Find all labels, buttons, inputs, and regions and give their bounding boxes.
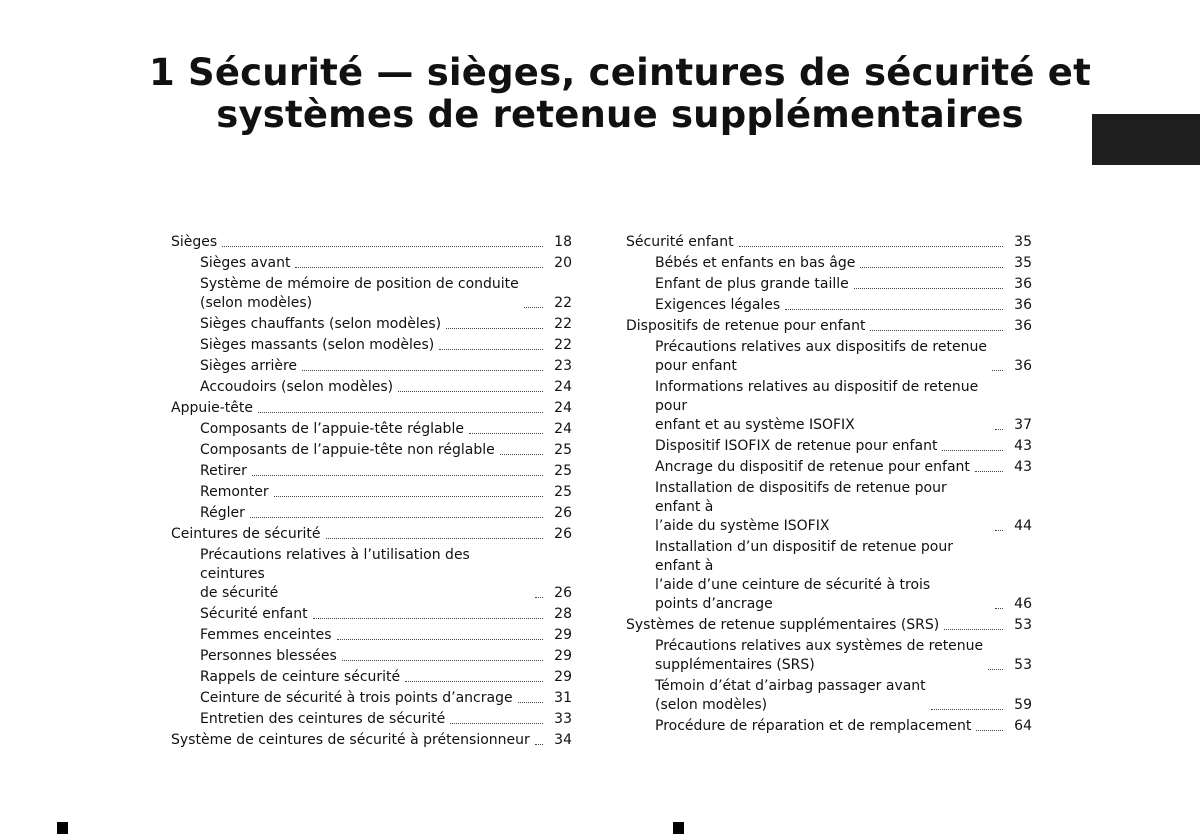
toc-subsection-entry[interactable]: [626, 254, 1032, 273]
toc-dot-leader: [337, 638, 544, 640]
toc-entry-title: Informations relatives au dispositif de retenue pour enfant et au système ISOFIX: [655, 379, 979, 433]
toc-dot-leader: [250, 516, 543, 518]
toc-entry-title: Accoudoirs (selon modèles): [200, 379, 394, 395]
toc-page-number: 23: [554, 358, 572, 374]
toc-subsection-entry[interactable]: [171, 504, 572, 523]
toc-entry-title: Sièges arrière: [200, 358, 298, 374]
toc-entry-title: Enfant de plus grande taille: [655, 276, 849, 292]
toc-section-entry[interactable]: [626, 616, 1032, 635]
toc-entry-title: Systèmes de retenue supplémentaires (SRS): [626, 617, 940, 633]
toc-entry-title: Appuie-tête: [171, 400, 253, 416]
toc-subsection-entry[interactable]: [171, 420, 572, 439]
toc-entry-title: Procédure de réparation et de remplacement: [655, 718, 972, 734]
toc-subsection-entry[interactable]: [626, 378, 1032, 435]
toc-subsection-entry[interactable]: [626, 338, 1032, 376]
toc-entry-title: Bébés et enfants en bas âge: [655, 255, 856, 271]
toc-section-entry[interactable]: [171, 731, 572, 750]
toc-dot-leader: [992, 369, 1003, 371]
toc-page-number: 20: [554, 255, 572, 271]
toc-page-number: 22: [554, 295, 572, 311]
toc-dot-leader: [870, 329, 1003, 331]
toc-subsection-entry[interactable]: [171, 710, 572, 729]
toc-dot-leader: [398, 390, 543, 392]
toc-entry-title: Exigences légales: [655, 297, 781, 313]
toc-page-number: 18: [554, 234, 572, 250]
toc-entry-title: Rappels de ceinture sécurité: [200, 669, 401, 685]
toc-dot-leader: [995, 529, 1003, 531]
toc-subsection-entry[interactable]: [171, 357, 572, 376]
toc-dot-leader: [446, 327, 543, 329]
toc-entry-title: Composants de l’appuie-tête réglable: [200, 421, 464, 437]
toc-dot-leader: [975, 470, 1003, 472]
toc-page-number: 44: [1014, 518, 1032, 534]
toc-dot-leader: [854, 287, 1003, 289]
toc-page-number: 37: [1014, 417, 1032, 433]
toc-page-number: 64: [1014, 718, 1032, 734]
toc-page-number: 36: [1014, 318, 1032, 334]
toc-page-number: 22: [554, 316, 572, 332]
toc-section-entry[interactable]: [626, 233, 1032, 252]
toc-entry-title: Retirer: [200, 463, 247, 479]
chapter-title: [100, 52, 1140, 136]
chapter-title-line-2: systèmes de retenue supplémentaires: [216, 93, 1024, 136]
toc-subsection-entry[interactable]: [171, 462, 572, 481]
toc-entry-title: Sièges: [171, 234, 218, 250]
toc-dot-leader: [295, 266, 543, 268]
toc-page-number: 29: [554, 669, 572, 685]
toc-subsection-entry[interactable]: [171, 483, 572, 502]
toc-page-number: 25: [554, 442, 572, 458]
toc-dot-leader: [258, 411, 543, 413]
toc-dot-leader: [469, 432, 543, 434]
toc-page-number: 59: [1014, 697, 1032, 713]
toc-dot-leader: [995, 607, 1003, 609]
toc-page-number: 28: [554, 606, 572, 622]
toc-page-number: 53: [1014, 657, 1032, 673]
toc-dot-leader: [500, 453, 543, 455]
toc-dot-leader: [995, 428, 1003, 430]
toc-subsection-entry[interactable]: [626, 437, 1032, 456]
toc-dot-leader: [326, 537, 544, 539]
toc-entry-title: Dispositif ISOFIX de retenue pour enfant: [655, 438, 938, 454]
toc-entry-title: Sièges avant: [200, 255, 291, 271]
toc-subsection-entry[interactable]: [626, 717, 1032, 736]
toc-dot-leader: [535, 743, 543, 745]
toc-entry-title: Précautions relatives aux dispositifs de retenue pour enfant: [655, 339, 987, 374]
toc-entry-title: Ceintures de sécurité: [171, 526, 321, 542]
toc-page-number: 24: [554, 421, 572, 437]
toc-page-number: 26: [554, 585, 572, 601]
toc-page-number: 29: [554, 648, 572, 664]
toc-dot-leader: [252, 474, 543, 476]
chapter-tab-marker: [1092, 114, 1200, 165]
toc-dot-leader: [405, 680, 543, 682]
toc-entry-title: Installation d’un dispositif de retenue pour enfant à l’aide d’une ceinture de sécurité à trois points d’ancrage: [655, 539, 953, 612]
toc-entry-title: Témoin d’état d’airbag passager avant (selon modèles): [655, 678, 926, 713]
toc-entry-title: Personnes blessées: [200, 648, 337, 664]
toc-subsection-entry[interactable]: [171, 689, 572, 708]
crop-mark-left: [57, 822, 68, 834]
toc-entry-title: Entretien des ceintures de sécurité: [200, 711, 446, 727]
toc-page-number: 35: [1014, 234, 1032, 250]
toc-dot-leader: [535, 596, 543, 598]
toc-page-number: 31: [554, 690, 572, 706]
toc-subsection-entry[interactable]: [171, 546, 572, 603]
toc-subsection-entry[interactable]: [171, 441, 572, 460]
toc-entry-title: Ancrage du dispositif de retenue pour enfant: [655, 459, 970, 475]
toc-subsection-entry[interactable]: [626, 677, 1032, 715]
toc-page-number: 24: [554, 400, 572, 416]
toc-section-entry[interactable]: [171, 399, 572, 418]
toc-dot-leader: [944, 628, 1003, 630]
toc-entry-title: Sécurité enfant: [626, 234, 734, 250]
toc-subsection-entry[interactable]: [626, 479, 1032, 536]
toc-entry-title: Composants de l’appuie-tête non réglable: [200, 442, 495, 458]
toc-dot-leader: [988, 668, 1003, 670]
toc-page-number: 36: [1014, 297, 1032, 313]
toc-subsection-entry[interactable]: [171, 254, 572, 273]
toc-dot-leader: [450, 722, 543, 724]
toc-section-entry[interactable]: [626, 317, 1032, 336]
toc-subsection-entry[interactable]: [171, 668, 572, 687]
toc-subsection-entry[interactable]: [626, 275, 1032, 294]
toc-subsection-entry[interactable]: [626, 637, 1032, 675]
toc-section-entry[interactable]: [171, 525, 572, 544]
toc-entry-title: Installation de dispositifs de retenue pour enfant à l’aide du système ISOFIX: [655, 480, 947, 534]
toc-page-number: 36: [1014, 276, 1032, 292]
toc-right-column: [626, 233, 1032, 738]
toc-entry-title: Sièges massants (selon modèles): [200, 337, 435, 353]
toc-dot-leader: [342, 659, 543, 661]
toc-dot-leader: [302, 369, 543, 371]
toc-subsection-entry[interactable]: [171, 626, 572, 645]
toc-entry-title: Ceinture de sécurité à trois points d’ancrage: [200, 690, 513, 706]
toc-entry-title: Femmes enceintes: [200, 627, 332, 643]
toc-dot-leader: [931, 708, 1003, 710]
toc-dot-leader: [976, 729, 1003, 731]
toc-dot-leader: [739, 245, 1003, 247]
toc-subsection-entry[interactable]: [171, 647, 572, 666]
toc-section-entry[interactable]: [171, 233, 572, 252]
toc-subsection-entry[interactable]: [626, 296, 1032, 315]
toc-entry-title: Régler: [200, 505, 245, 521]
toc-subsection-entry[interactable]: [171, 378, 572, 397]
toc-subsection-entry[interactable]: [171, 275, 572, 313]
toc-page-number: 33: [554, 711, 572, 727]
toc-left-column: [171, 233, 572, 752]
toc-page-number: 25: [554, 484, 572, 500]
toc-page-number: 43: [1014, 459, 1032, 475]
toc-dot-leader: [439, 348, 543, 350]
toc-subsection-entry[interactable]: [626, 458, 1032, 477]
toc-entry-title: Sièges chauffants (selon modèles): [200, 316, 442, 332]
toc-page-number: 43: [1014, 438, 1032, 454]
toc-entry-title: Remonter: [200, 484, 269, 500]
toc-page-number: 22: [554, 337, 572, 353]
toc-dot-leader: [942, 449, 1003, 451]
toc-dot-leader: [274, 495, 543, 497]
toc-page-number: 46: [1014, 596, 1032, 612]
crop-mark-center: [673, 822, 684, 834]
toc-subsection-entry[interactable]: [171, 315, 572, 334]
toc-dot-leader: [785, 308, 1003, 310]
toc-entry-title: Système de ceintures de sécurité à prétensionneur: [171, 732, 530, 748]
chapter-title-line-1: 1 Sécurité — sièges, ceintures de sécurité et: [148, 51, 1091, 94]
toc-dot-leader: [222, 245, 543, 247]
toc-entry-title: Dispositifs de retenue pour enfant: [626, 318, 866, 334]
toc-entry-title: Système de mémoire de position de conduite (selon modèles): [200, 276, 519, 311]
toc-entry-title: Sécurité enfant: [200, 606, 308, 622]
toc-page-number: 26: [554, 505, 572, 521]
toc-dot-leader: [518, 701, 543, 703]
toc-dot-leader: [524, 306, 543, 308]
toc-page-number: 29: [554, 627, 572, 643]
toc-page-number: 36: [1014, 358, 1032, 374]
toc-page-number: 25: [554, 463, 572, 479]
toc-dot-leader: [313, 617, 543, 619]
toc-page-number: 24: [554, 379, 572, 395]
toc-subsection-entry[interactable]: [626, 538, 1032, 614]
toc-entry-title: Précautions relatives à l’utilisation des ceintures de sécurité: [200, 547, 470, 601]
toc-subsection-entry[interactable]: [171, 336, 572, 355]
toc-entry-title: Précautions relatives aux systèmes de retenue supplémentaires (SRS): [655, 638, 984, 673]
toc-page-number: 26: [554, 526, 572, 542]
toc-dot-leader: [860, 266, 1003, 268]
toc-page-number: 34: [554, 732, 572, 748]
toc-subsection-entry[interactable]: [171, 605, 572, 624]
toc-page-number: 53: [1014, 617, 1032, 633]
toc-page-number: 35: [1014, 255, 1032, 271]
